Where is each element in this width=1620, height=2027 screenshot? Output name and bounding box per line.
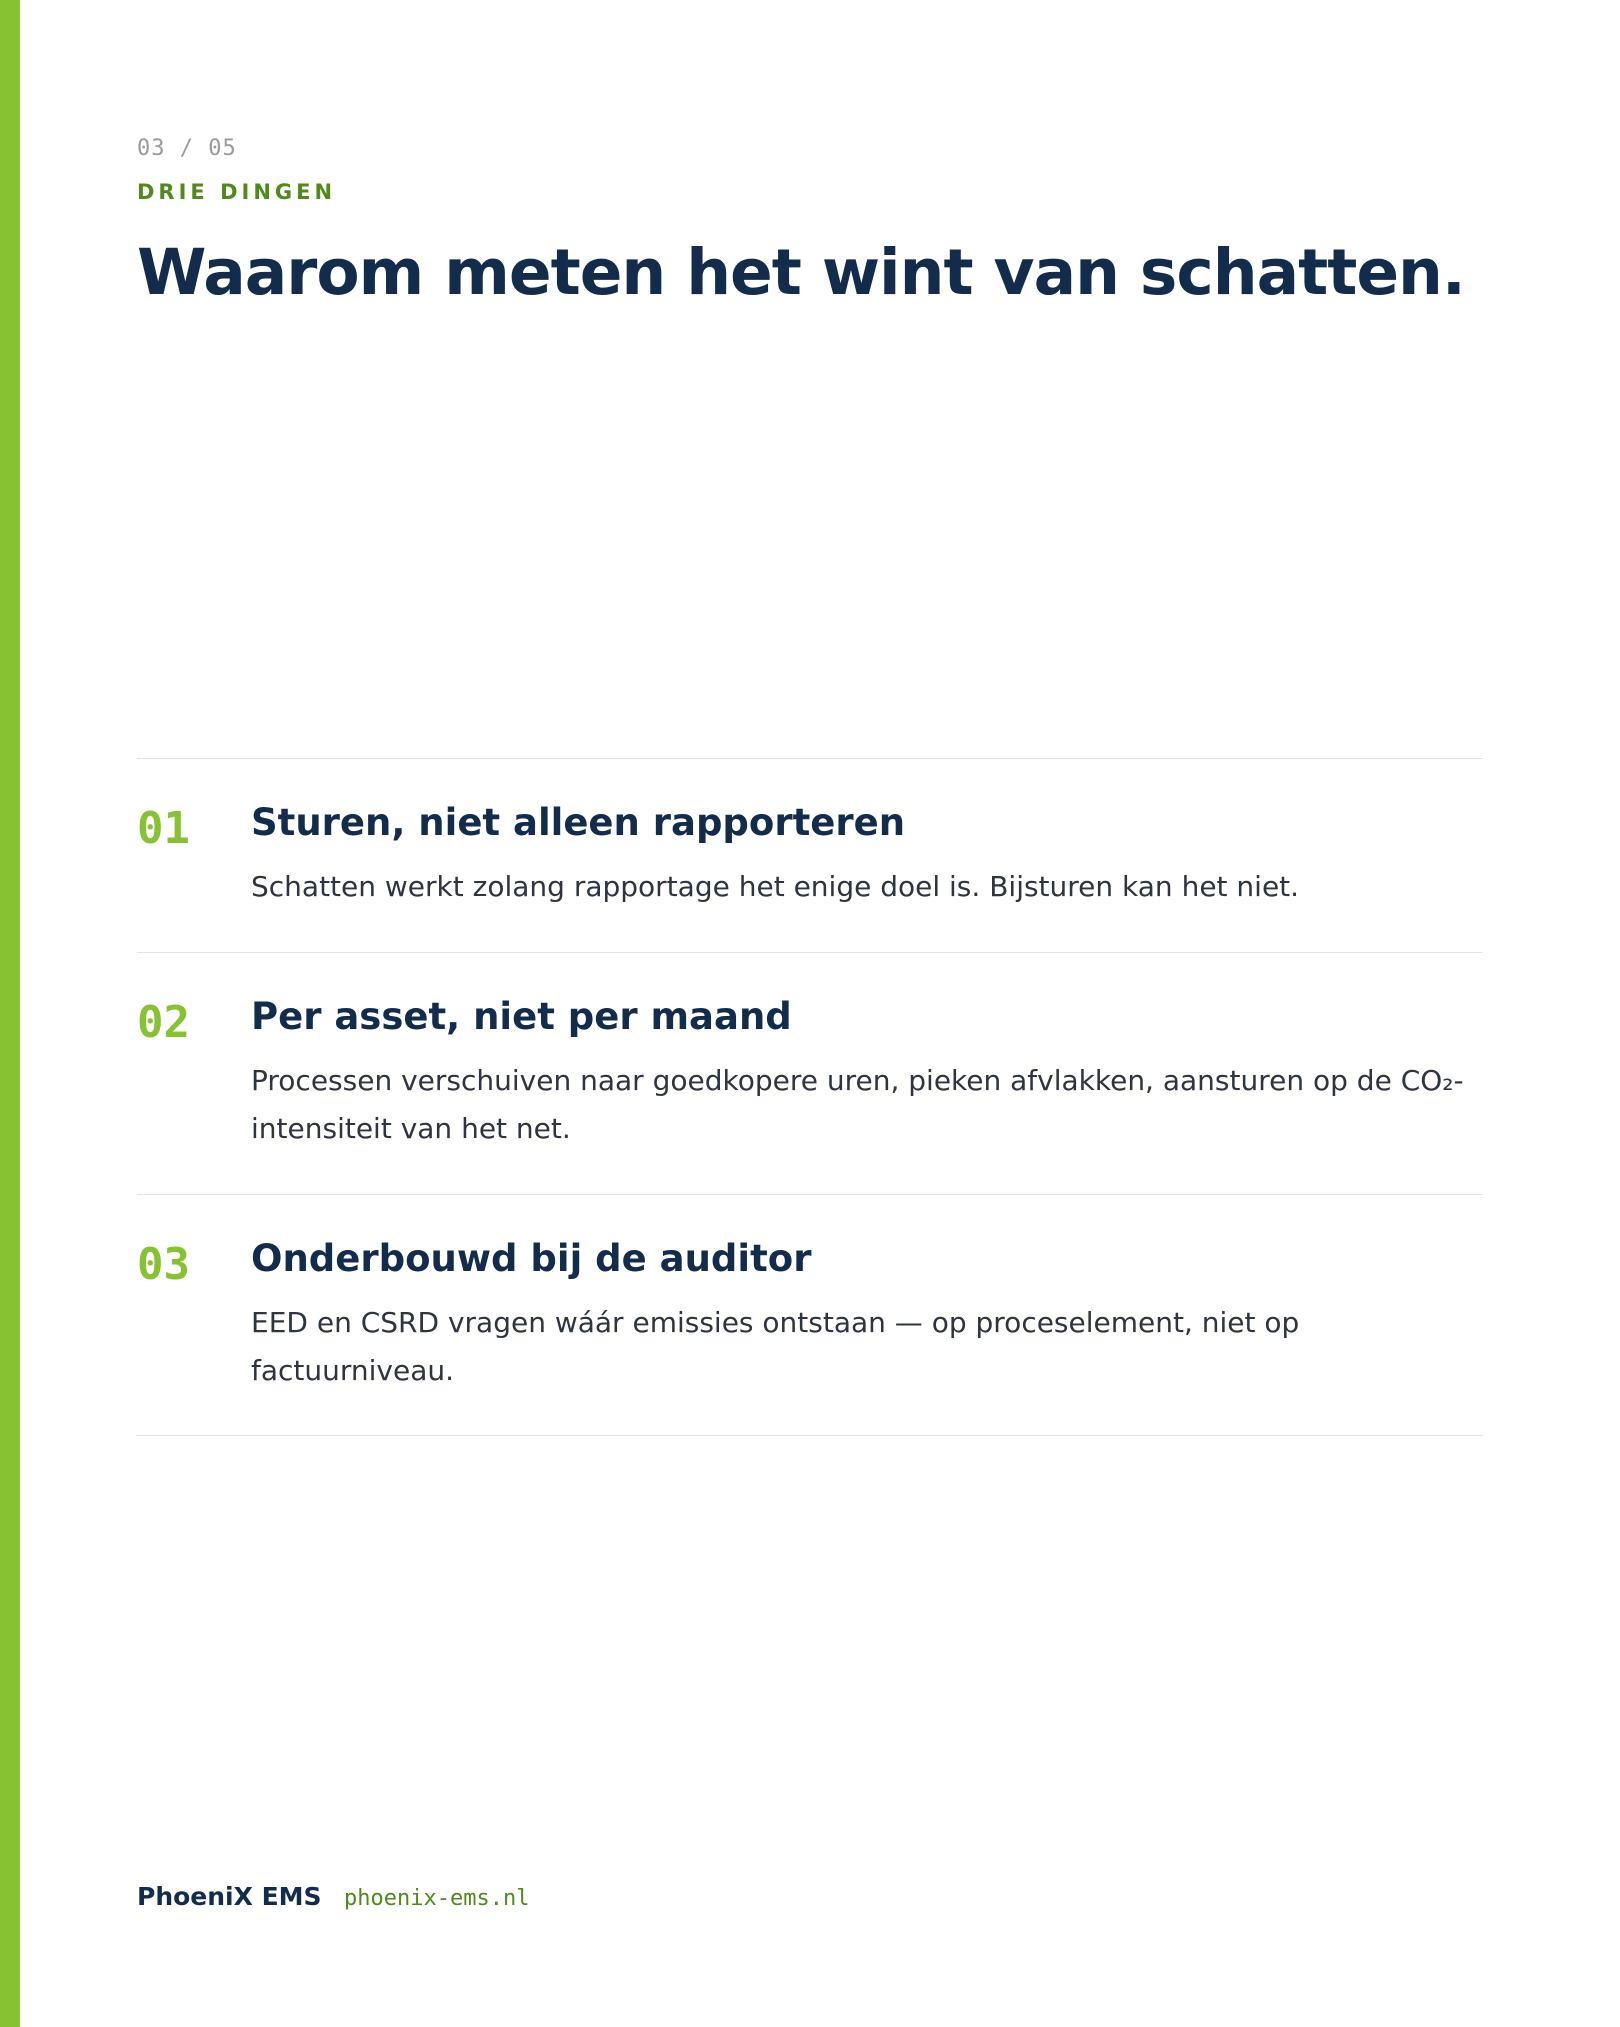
item-text: Schatten werkt zolang rapportage het enige doel is. Bijsturen kan het niet. <box>251 870 1300 904</box>
footer <box>137 1882 529 1911</box>
item-text: EED en CSRD vragen wáár emissies ontstaan — op proceselement, niet op factuurniveau. <box>251 1306 1300 1388</box>
section-eyebrow: DRIE DINGEN <box>137 180 337 204</box>
item-body <box>251 1237 1483 1395</box>
website-link[interactable]: phoenix-ems.nl <box>344 1886 530 1911</box>
item-number: 03 <box>137 1239 190 1290</box>
item-number: 01 <box>137 803 190 854</box>
item-number: 02 <box>137 997 190 1048</box>
item-title: Sturen, niet alleen rapporteren <box>251 801 906 844</box>
item-text: Processen verschuiven naar goedkopere uren, pieken afvlakken, aansturen op de CO₂-intensiteit van het net. <box>251 1064 1464 1146</box>
page-title: Waarom meten het wint van schatten. <box>137 236 1465 309</box>
list-item <box>137 1195 1483 1436</box>
item-body <box>251 995 1483 1153</box>
item-title: Onderbouwd bij de auditor <box>251 1237 812 1280</box>
page <box>137 0 1483 2027</box>
reasons-list <box>137 758 1483 1436</box>
item-body <box>251 801 1483 911</box>
brand-name: PhoeniX EMS <box>137 1882 322 1911</box>
item-title: Per asset, niet per maand <box>251 995 792 1038</box>
list-item <box>137 953 1483 1195</box>
list-item <box>137 759 1483 953</box>
accent-bar <box>0 0 20 2027</box>
page-counter: 03 / 05 <box>137 136 237 161</box>
